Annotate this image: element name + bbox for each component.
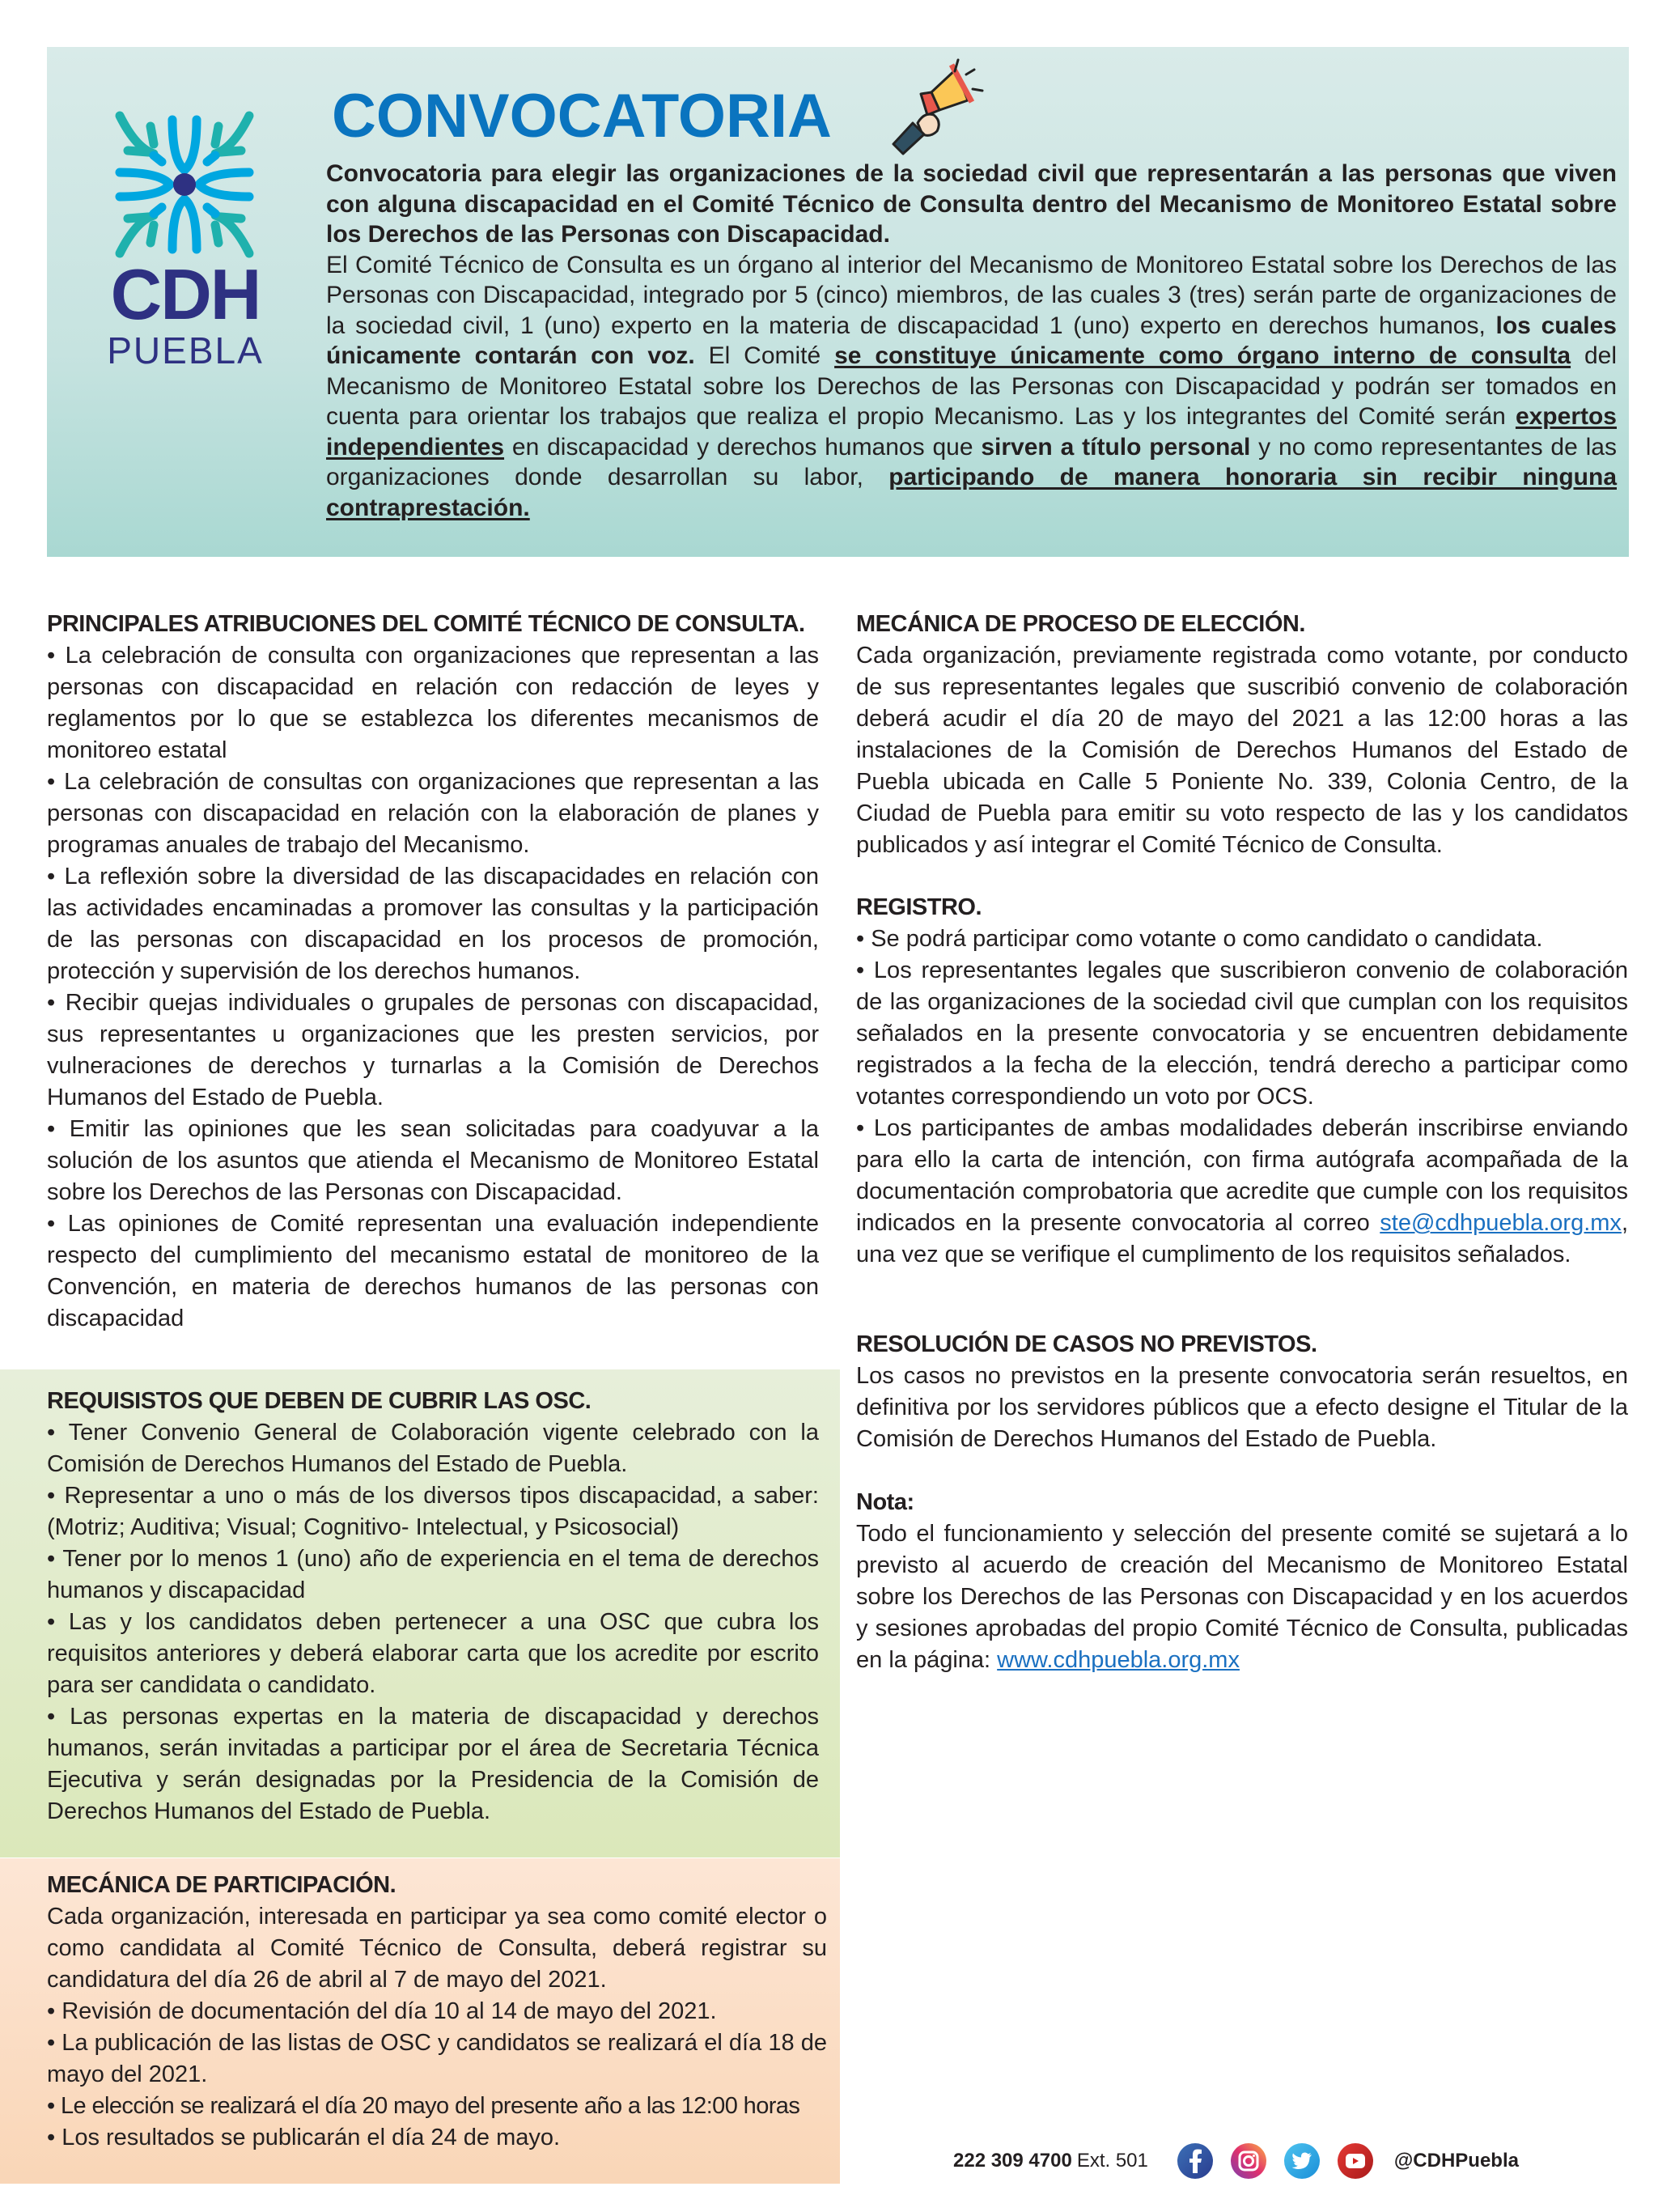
logo-text-cdh: CDH	[110, 254, 261, 334]
list-item: Cada organización, interesada en participar ya sea como comité elector o como candidata al Comité Técnico de Consulta, deberá registrar su candidatura del día 26 de abril al 7 de mayo del 2021.	[47, 1904, 827, 1993]
registro-item-text-end: , una vez que se verifique el cumplimento de los requisitos señalados.	[856, 1210, 1628, 1267]
megaphone-icon	[871, 53, 1008, 167]
section-heading: RESOLUCIÓN DE CASOS NO PREVISTOS.	[856, 1331, 1317, 1357]
phone-extension: Ext. 501	[1076, 2150, 1148, 2172]
list-item: • Se podrá participar como votante o como candidato o candidata.	[856, 926, 1543, 952]
intro-body-4: en discapacidad y derechos humanos que	[504, 433, 982, 461]
list-item: • Las opiniones de Comité representan una evaluación independiente respecto del cumplimiento del mecanismo estatal de monitoreo de la Convención, en materia de derechos humanos de las personas con discapacidad	[47, 1211, 819, 1331]
intro-bold-2: sirven a título personal	[981, 433, 1251, 461]
cdh-flower-logo-icon	[104, 104, 265, 265]
nota-text: Todo el funcionamiento y selección del presente comité se sujetará a lo previsto al acuerdo de creación del Mecanismo de Monitoreo Estatal sobre los Derechos de las Personas con Discapacidad y en los acuerdos y sesiones aprobadas del propio Comité Técnico de Consulta, publicadas en la página:	[856, 1521, 1628, 1673]
facebook-icon[interactable]	[1177, 2143, 1213, 2179]
list-item: • Revisión de documentación del día 10 al 14 de mayo del 2021.	[47, 1998, 717, 2024]
list-item: • La reflexión sobre la diversidad de las discapacidades en relación con las actividades encaminadas a promover las consultas y la participación de las personas con discapacidad en los procesos de promoción, protección y supervisión de los derechos humanos.	[47, 864, 819, 984]
nota-body	[856, 1518, 1628, 1676]
header-banner	[47, 47, 1629, 557]
intro-body-1: El Comité Técnico de Consulta es un órgano al interior del Mecanismo de Monitoreo Estatal sobre los Derechos de las Personas con Discapacidad, integrado por 5 (cinco) miembros, de las cuales 3 (tres) serán parte de organizaciones de la sociedad civil, 1 (uno) experto en la materia de discapacidad 1 (uno) experto en derechos humanos,	[326, 251, 1617, 339]
list-item: • Las personas expertas en la materia de discapacidad y derechos humanos, serán invitadas a participar por el área de Secretaria Técnica Ejecutiva y serán designadas por la Presidencia de la Comisión de Derechos Humanos del Estado de Puebla.	[47, 1704, 819, 1824]
section-participacion	[47, 1870, 827, 2154]
list-item: • La publicación de las listas de OSC y candidatos se realizará el día 18 de mayo del 2021.	[47, 2030, 827, 2087]
section-heading: MECÁNICA DE PARTICIPACIÓN.	[47, 1872, 396, 1898]
nota-heading: Nota:	[856, 1489, 914, 1515]
page-title: CONVOCATORIA	[332, 82, 832, 151]
social-handle: @CDHPuebla	[1393, 2150, 1519, 2172]
intro-bold-underline-2: expertos independientes	[326, 403, 1617, 461]
intro-bold-underline-1: se constituye únicamente como órgano interno de consulta	[834, 342, 1571, 369]
phone-number: 222 309 4700	[953, 2150, 1072, 2172]
section-body: Cada organización, previamente registrada como votante, por conducto de sus representantes legales que suscribió convenio de colaboración deberá acudir el día 20 de mayo del 2021 a las 12:00 horas a las instalaciones de la Comisión de Derechos Humanos del Estado de Puebla ubicada en Calle 5 Poniente No. 339, Colonia Centro, de la Ciudad de Puebla para emitir su voto respecto de las y los candidatos publicados y así integrar el Comité Técnico de Consulta.	[856, 643, 1628, 858]
instagram-icon[interactable]	[1231, 2143, 1266, 2179]
list-item: • Representar a uno o más de los diversos tipos discapacidad, a saber: (Motriz; Auditiva; Visual; Cognitivo- Intelectual, y Psicosocial)	[47, 1483, 819, 1540]
intro-bold-underline-3: participando de manera honoraria sin recibir ninguna contraprestación.	[326, 464, 1617, 521]
section-eleccion	[856, 609, 1628, 861]
footer-contact	[953, 2137, 1519, 2185]
list-item: • Las y los candidatos deben pertenecer a una OSC que cubra los requisitos anteriores y deberá elaborar carta que los acredite por escrito para ser candidata o candidato.	[47, 1609, 819, 1698]
list-item: • Los resultados se publicarán el día 24 de mayo.	[47, 2125, 561, 2150]
logo-center-dot	[173, 173, 196, 196]
list-item: • La celebración de consulta con organizaciones que representan a las personas con discapacidad en relación con redacción de leyes y reglamentos por lo que se establezca los diferentes mecanismos de monitoreo estatal	[47, 643, 819, 763]
list-item: • Recibir quejas individuales o grupales de personas con discapacidad, sus representantes u organizaciones que les presten servicios, por vulneraciones de derechos y turnarlas a la Comisión de Derechos Humanos del Estado de Puebla.	[47, 990, 819, 1110]
list-item: • Le elección se realizará el día 20 mayo del presente año a las 12:00 horas	[47, 2093, 800, 2119]
list-item: • Emitir las opiniones que les sean solicitadas para coadyuvar a la solución de los asuntos que atienda el Mecanismo de Monitoreo Estatal sobre los Derechos de las Personas con Discapacidad.	[47, 1116, 819, 1205]
list-item	[856, 1113, 1628, 1271]
list-item: • Tener por lo menos 1 (uno) año de experiencia en el tema de derechos humanos y discapacidad	[47, 1546, 819, 1603]
twitter-icon[interactable]	[1284, 2143, 1320, 2179]
section-body: Los casos no previstos en la presente convocatoria serán resueltos, en definitiva por los servidores públicos que a efecto designe el Titular de la Comisión de Derechos Humanos del Estado de Puebla.	[856, 1363, 1628, 1452]
list-item: • Los representantes legales que suscribieron convenio de colaboración de las organizaciones de la sociedad civil que cumplan con los requisitos señalados en la presente convocatoria y se encuentren debidamente registrados a la fecha de la elección, tendrá derecho a participar como votantes correspondiendo un voto por OCS.	[856, 957, 1628, 1110]
section-atribuciones	[47, 609, 819, 1335]
list-item: • Tener Convenio General de Colaboración vigente celebrado con la Comisión de Derechos Humanos del Estado de Puebla.	[47, 1420, 819, 1477]
youtube-icon[interactable]	[1338, 2143, 1373, 2179]
list-item: • La celebración de consultas con organizaciones que representan a las personas con discapacidad en relación con la elaboración de planes y programas anuales de trabajo del Mecanismo.	[47, 769, 819, 858]
section-resolucion	[856, 1329, 1628, 1676]
intro-text	[326, 159, 1617, 523]
intro-body-5: y no como representantes de las organizaciones donde desarrollan su labor,	[326, 433, 1617, 490]
section-heading: REGISTRO.	[856, 894, 982, 920]
section-heading: PRINCIPALES ATRIBUCIONES DEL COMITÉ TÉCNICO DE CONSULTA.	[47, 611, 805, 637]
section-requisitos	[47, 1386, 819, 1828]
email-link[interactable]: ste@cdhpuebla.org.mx	[1380, 1210, 1622, 1236]
section-registro	[856, 892, 1628, 1271]
intro-body-3: del Mecanismo de Monitoreo Estatal sobre los Derechos de las Personas con Discapacidad y podrán ser tomados en cuenta para orientar los trabajos que realiza el propio Mecanismo. Las y los integrantes del Comité serán	[326, 342, 1617, 430]
intro-body-2: El Comité	[694, 342, 835, 369]
section-heading: MECÁNICA DE PROCESO DE ELECCIÓN.	[856, 611, 1305, 637]
registro-item-text: • Los participantes de ambas modalidades deberán inscribirse enviando para ello la carta de intención, con firma autógrafa acompañada de la documentación comprobatoria que acredite que cumple con los requisitos indicados en la presente convocatoria al correo	[856, 1115, 1628, 1236]
intro-lead: Convocatoria para elegir las organizaciones de la sociedad civil que representarán a las personas que viven con alguna discapacidad en el Comité Técnico de Consulta dentro del Mecanismo de Monitoreo Estatal sobre los Derechos de las Personas con Discapacidad.	[326, 160, 1617, 248]
section-heading: REQUISISTOS QUE DEBEN DE CUBRIR LAS OSC.	[47, 1388, 592, 1414]
logo-text-puebla: PUEBLA	[107, 329, 264, 371]
website-link[interactable]: www.cdhpuebla.org.mx	[997, 1647, 1240, 1673]
intro-bold-1: los cuales únicamente contarán con voz.	[326, 312, 1617, 369]
